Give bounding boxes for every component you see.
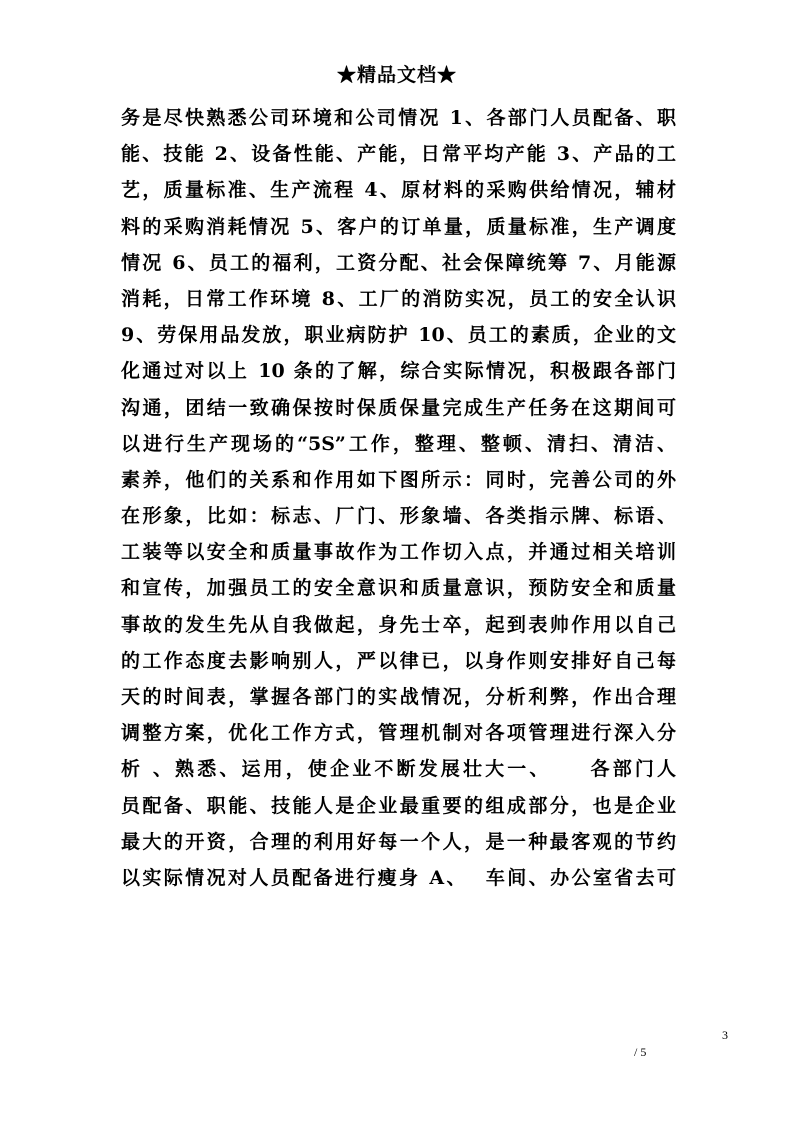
text-line: 和宣传，加强员工的安全意识和质量意识，预防安全和质量	[121, 577, 676, 600]
text-line: 化通过对以上 10 条的了解，综合实际情况，积极跟各部门	[121, 360, 676, 383]
text-line: 务是尽快熟悉公司环境和公司情况 1、各部门人员配备、职	[121, 107, 676, 129]
text-line: 工装等以安全和质量事故作为工作切入点，并通过相关培训	[121, 541, 676, 564]
text-line: 能、技能 2、设备性能、产能，日常平均产能 3、产品的工	[121, 143, 676, 166]
text-line: 析 、熟悉、运用，使企业不断发展壮大一、 各部门人	[121, 758, 676, 781]
text-line: 情况 6、员工的福利，工资分配、社会保障统筹 7、月能源	[121, 251, 676, 274]
text-line: 消耗，日常工作环境 8、工厂的消防实况，员工的安全认识	[121, 287, 676, 310]
text-line: 事故的发生先从自我做起，身先士卒，起到表帅作用以自己	[121, 613, 676, 636]
text-line: 以实际情况对人员配备进行瘦身 A、 车间、办公室省去可	[121, 866, 676, 889]
document-body	[121, 100, 676, 896]
text-line: 调整方案，优化工作方式，管理机制对各项管理进行深入分	[121, 722, 676, 745]
page-total: / 5	[634, 1045, 647, 1059]
text-line: 最大的开资，合理的利用好每一个人，是一种最客观的节约	[121, 830, 676, 853]
text-line: 在形象，比如：标志、厂门、形象墙、各类指示牌、标语、	[121, 505, 676, 528]
text-line: 员配备、职能、技能人是企业最重要的组成部分，也是企业	[121, 794, 676, 817]
text-line: 艺，质量标准、生产流程 4、原材料的采购供给情况，辅材	[121, 179, 676, 202]
text-line: 素养，他们的关系和作用如下图所示：同时，完善公司的外	[121, 468, 676, 491]
page-number: 3	[722, 1028, 728, 1042]
text-line: 料的采购消耗情况 5、客户的订单量，质量标准，生产调度	[121, 215, 676, 238]
text-line: 的工作态度去影响别人，严以律已，以身作则安排好自己每	[121, 649, 676, 672]
text-line: 天的时间表，掌握各部门的实战情况，分析利弊，作出合理	[121, 686, 676, 708]
text-line: 以进行生产现场的“5S”工作，整理、整顿、清扫、清洁、	[121, 432, 676, 455]
text-line: 9、劳保用品发放，职业病防护 10、员工的素质，企业的文	[121, 324, 676, 347]
text-line: 沟通，团结一致确保按时保质保量完成生产任务在这期间可	[121, 396, 676, 419]
document-header: ★精品文档★	[336, 64, 457, 86]
